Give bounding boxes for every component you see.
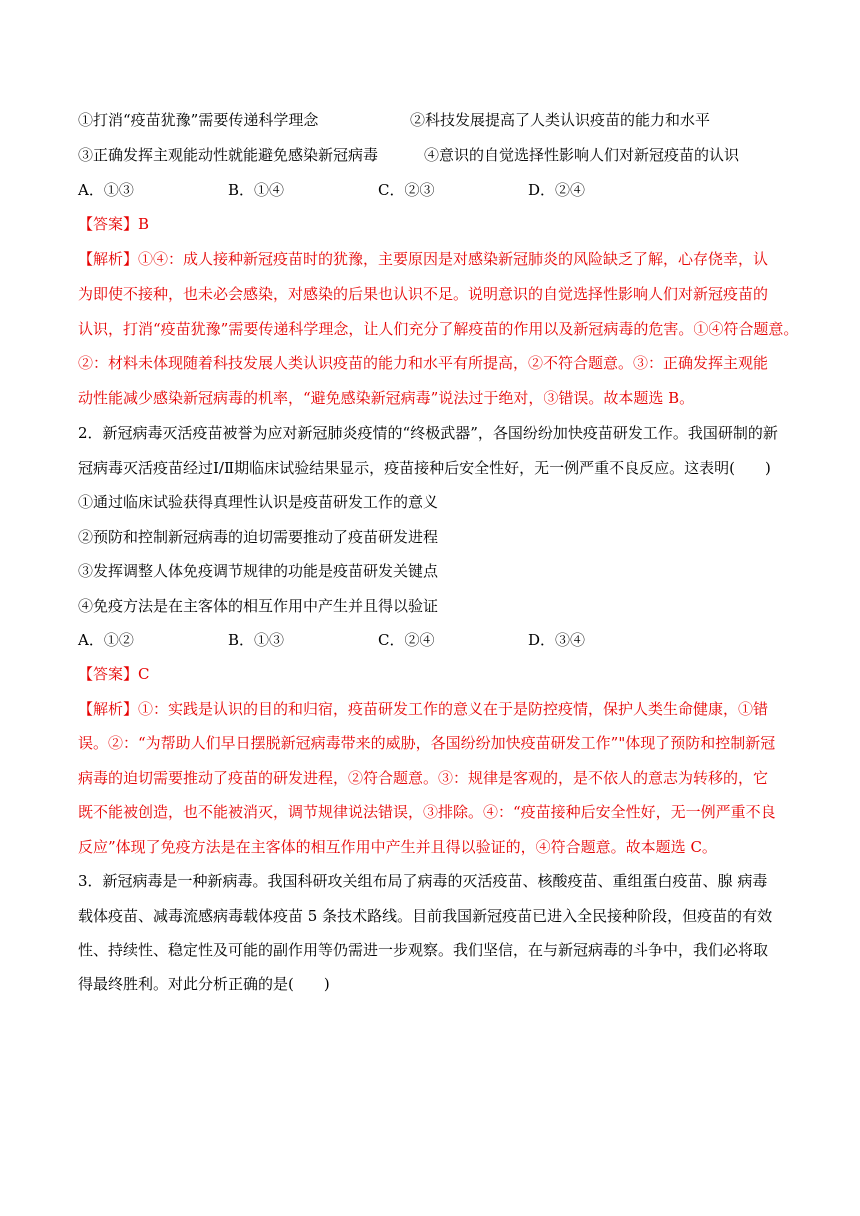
q1-analysis-line-1: 【解析】①④：成人接种新冠疫苗时的犹豫，主要原因是对感染新冠肺炎的风险缺乏了解，心存侥幸，认 [78, 250, 769, 268]
q2-analysis-line-4: 既不能被创造，也不能被消灭，调节规律说法错误，③排除。④：“疫苗接种后安全性好，无一例严重不良 [78, 803, 776, 821]
q2-stem-line-1: 2．新冠病毒灭活疫苗被誉为应对新冠肺炎疫情的“终极武器”，各国纷纷加快疫苗研发工作。我国研制的新 [78, 424, 778, 442]
q2-option-4: ④免疫方法是在主客体的相互作用中产生并且得以验证 [78, 597, 439, 615]
q3-stem-line-2: 载体疫苗、减毒流感病毒载体疫苗 5 条技术路线。目前我国新冠疫苗已进入全民接种阶段，但疫苗的有效 [78, 907, 773, 925]
q2-option-2: ②预防和控制新冠病毒的迫切需要推动了疫苗研发进程 [78, 528, 439, 546]
q2-analysis-line-2: 误。②：“为帮助人们早日摆脱新冠病毒带来的威胁，各国纷纷加快疫苗研发工作”"体现了预防和控制新冠 [78, 734, 776, 752]
q1-choice-d: D．②④ [528, 181, 586, 199]
q2-answer: 【答案】C [78, 665, 150, 683]
q1-option-row-2 [78, 145, 786, 165]
q1-option-1: ①打消“疫苗犹豫”需要传递科学理念 [78, 111, 319, 129]
q3-stem-line-4: 得最终胜利。对此分析正确的是( ) [78, 975, 330, 993]
q2-analysis-line-1: 【解析】①：实践是认识的目的和归宿，疫苗研发工作的意义在于是防控疫情，保护人类生命健康，①错 [78, 700, 769, 718]
q1-analysis-line-5: 动性能减少感染新冠病毒的机率，“避免感染新冠病毒”说法过于绝对，③错误。故本题选 B。 [78, 389, 695, 407]
q1-analysis-line-3: 认识，打消“疫苗犹豫”需要传递科学理念，让人们充分了解疫苗的作用以及新冠病毒的危害。①④符合题意。 [78, 320, 799, 338]
q2-stem-line-2: 冠病毒灭活疫苗经过Ⅰ/Ⅱ期临床试验结果显示，疫苗接种后安全性好，无一例严重不良反应。这表明( ) [78, 459, 771, 477]
q2-choice-d: D．③④ [528, 631, 586, 649]
q3-stem-line-1: 3．新冠病毒是一种新病毒。我国科研攻关组布局了病毒的灭活疫苗、核酸疫苗、重组蛋白疫苗、腺 病毒 [78, 872, 768, 890]
q1-option-row-1 [78, 110, 786, 130]
q1-option-4: ④意识的自觉选择性影响人们对新冠疫苗的认识 [424, 146, 740, 164]
q1-choice-a: A．①③ [78, 181, 134, 199]
q1-analysis-line-2: 为即使不接种，也未必会感染，对感染的后果也认识不足。说明意识的自觉选择性影响人们对新冠疫苗的 [78, 285, 769, 303]
q1-option-2: ②科技发展提高了人类认识疫苗的能力和水平 [410, 111, 711, 129]
q2-choice-b: B．①③ [228, 631, 285, 649]
q1-option-3: ③正确发挥主观能动性就能避免感染新冠病毒 [78, 146, 379, 164]
q1-choice-c: C．②③ [378, 181, 435, 199]
q2-choice-a: A．①② [78, 631, 134, 649]
q2-option-1: ①通过临床试验获得真理性认识是疫苗研发工作的意义 [78, 493, 439, 511]
q1-analysis-line-4: ②：材料未体现随着科技发展人类认识疫苗的能力和水平有所提高，②不符合题意。③：正确发挥主观能 [78, 354, 769, 372]
q2-option-3: ③发挥调整人体免疫调节规律的功能是疫苗研发关键点 [78, 562, 439, 580]
q2-choice-c: C．②④ [378, 631, 435, 649]
q2-analysis-line-5: 反应”体现了免疫方法是在主客体的相互作用中产生并且得以验证的，④符合题意。故本题选 C。 [78, 838, 717, 856]
q2-analysis-line-3: 病毒的迫切需要推动了疫苗的研发进程，②符合题意。③：规律是客观的，是不依人的意志为转移的，它 [78, 769, 769, 787]
q1-choice-b: B．①④ [228, 181, 285, 199]
q1-answer: 【答案】B [78, 215, 150, 233]
q3-stem-line-3: 性、持续性、稳定性及可能的副作用等仍需进一步观察。我们坚信，在与新冠病毒的斗争中，我们必将取 [78, 941, 769, 959]
